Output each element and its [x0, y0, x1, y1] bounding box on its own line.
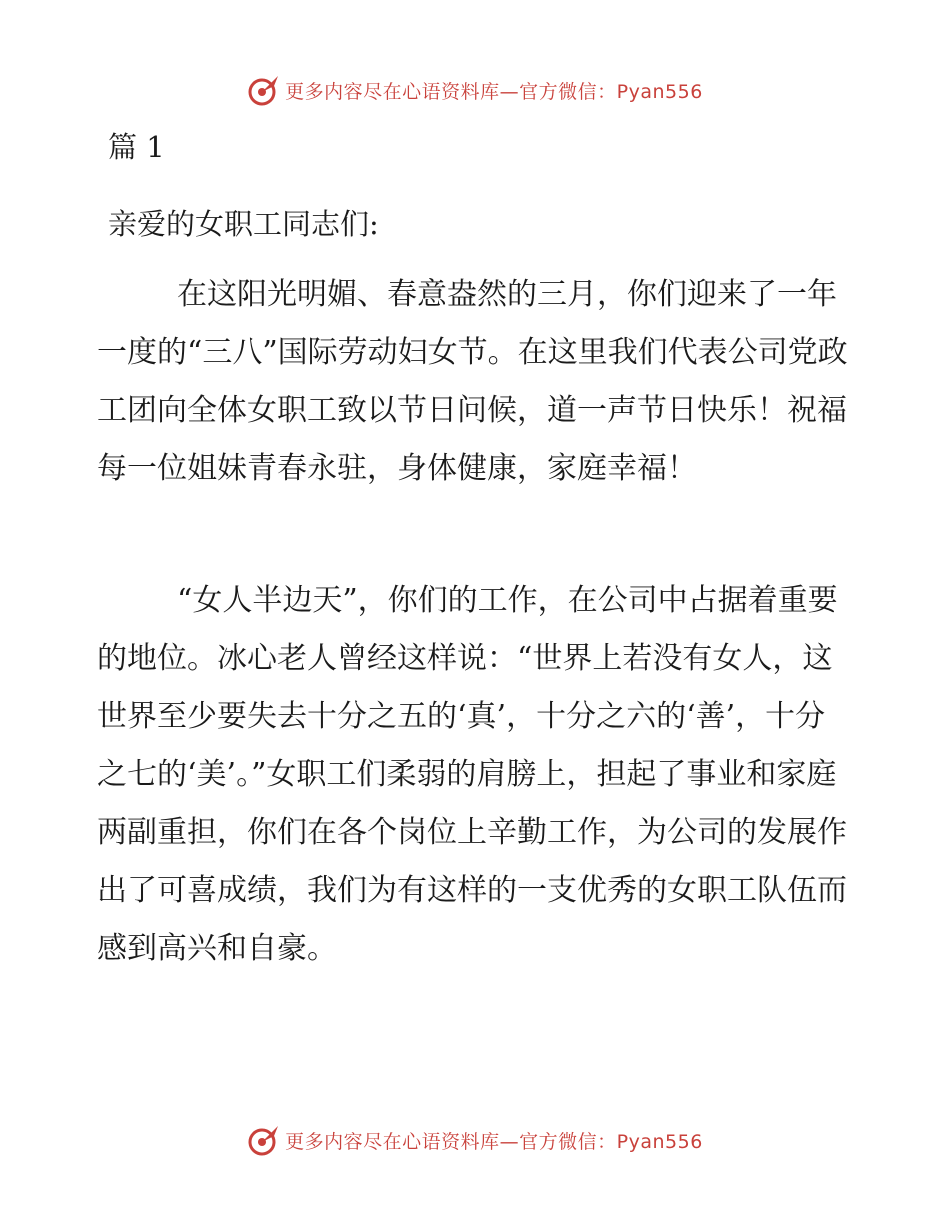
footer-banner [0, 1120, 950, 1160]
header-banner [0, 70, 950, 110]
paragraph-1: 在这阳光明媚、春意盎然的三月，你们迎来了一年一度的“三八”国际劳动妇女节。在这里我们代表公司党政工团向全体女职工致以节日问候，道一声节日快乐！祝福每一位姐妹青春永驻，身体健康，家庭幸福！ [97, 277, 848, 486]
quill-pen-logo-icon [247, 73, 281, 107]
paragraph-2: “女人半边天”，你们的工作，在公司中占据着重要的地位。冰心老人曾经这样说：“世界上若没有女人，这世界至少要失去十分之五的‘真’，十分之六的‘善’，十分之七的‘美’。”女职工们柔弱的肩膀上，担起了事业和家庭两副重担，你们在各个岗位上辛勤工作，为公司的发展作出了可喜成绩，我们为有这样的一支优秀的女职工队伍而感到高兴和自豪。 [97, 583, 847, 966]
salutation: 亲爱的女职工同志们: [108, 207, 379, 241]
quill-pen-logo-icon [247, 1123, 281, 1157]
document-heading: 篇 1 [108, 130, 165, 164]
footer-banner-text: 更多内容尽在心语资料库—官方微信：Pyan556 [285, 1130, 703, 1153]
header-banner-text: 更多内容尽在心语资料库—官方微信：Pyan556 [285, 80, 703, 103]
